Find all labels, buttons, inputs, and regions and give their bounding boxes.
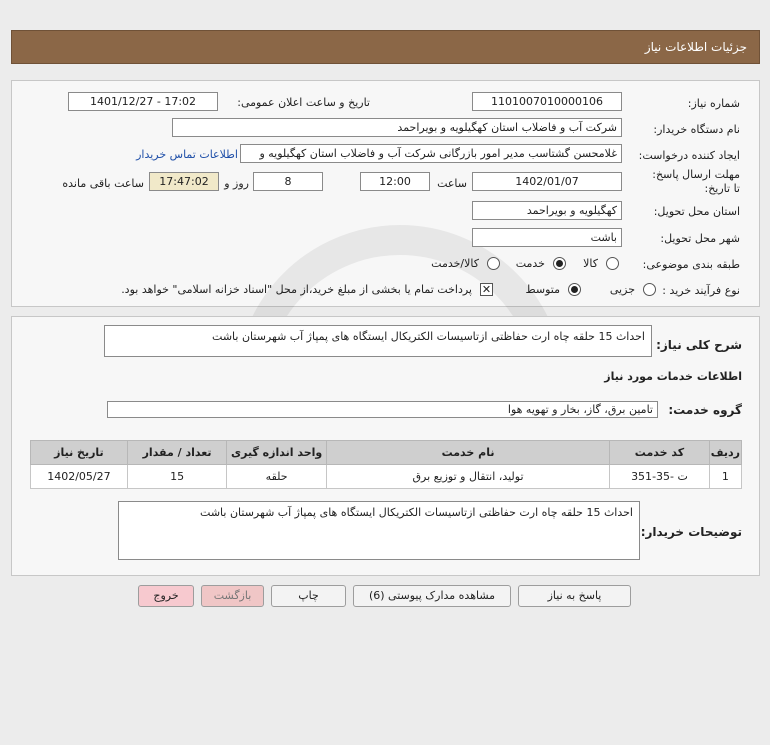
deadline-label: مهلت ارسال پاسخ: تا تاریخ:	[652, 168, 740, 195]
creator-label: ایجاد کننده درخواست:	[638, 149, 740, 162]
cell-quantity: 15	[127, 465, 227, 489]
purchase-option-medium: متوسط	[525, 283, 560, 296]
days-field: 8	[253, 172, 323, 191]
province-label: استان محل تحویل:	[653, 205, 740, 218]
purchase-option-minor: جزیی	[609, 283, 635, 296]
need-info-panel	[11, 80, 760, 307]
cell-unit: حلقه	[227, 465, 327, 489]
need-number-label: شماره نیاز:	[687, 97, 740, 110]
view-attachments-button[interactable]: مشاهده مدارک پیوستی (6)	[353, 585, 511, 607]
creator-field: غلامحسن گشتاسب مدیر امور بازرگانی شرکت آب و فاضلاب استان کهگیلویه و	[240, 144, 622, 163]
payment-note: پرداخت تمام یا بخشی از مبلغ خرید،از محل "اسناد خزانه اسلامی" خواهد بود.	[121, 283, 472, 296]
need-number-field: 1101007010000106	[472, 92, 622, 111]
summary-label: شرح کلی نیاز:	[656, 338, 742, 352]
city-field: باشت	[472, 228, 622, 247]
treasury-payment-checkbox[interactable]: ✕	[481, 283, 492, 296]
col-quantity: تعداد / مقدار	[127, 441, 227, 465]
purchase-type-label: نوع فرآیند خرید :	[662, 284, 740, 297]
col-service-name: نام خدمت	[326, 441, 609, 465]
page-title: جزئیات اطلاعات نیاز	[644, 40, 747, 54]
category-radio-goods[interactable]	[606, 257, 619, 270]
summary-textbox: احداث 15 حلقه چاه ارت حفاظتی ازتاسیسات الکتریکال ایستگاه های پمپاژ آب شهرستان باشت	[104, 325, 652, 357]
category-option-goods-service: کالا/خدمت	[431, 257, 479, 270]
city-label: شهر محل تحویل:	[660, 232, 740, 245]
services-table	[30, 440, 742, 489]
deadline-time-field: 12:00	[360, 172, 430, 191]
category-radio-goods-service[interactable]	[487, 257, 500, 270]
col-need-date: تاریخ نیاز	[31, 441, 128, 465]
remaining-label: ساعت باقی مانده	[62, 177, 144, 190]
services-section-title: اطلاعات خدمات مورد نیاز	[604, 370, 742, 383]
category-radio-service[interactable]	[553, 257, 566, 270]
buyer-org-label: نام دستگاه خریدار:	[653, 123, 740, 136]
col-row: ردیف	[709, 441, 741, 465]
province-field: کهگیلویه و بویراحمد	[472, 201, 622, 220]
cell-service-code: ت -35-351	[610, 465, 710, 489]
cell-row: 1	[709, 465, 741, 489]
page-header	[11, 30, 760, 64]
exit-button[interactable]: خروج	[138, 585, 194, 607]
category-option-goods: کالا	[583, 257, 598, 270]
category-option-service: خدمت	[515, 257, 545, 270]
deadline-date-field: 1402/01/07	[472, 172, 622, 191]
cell-service-name: تولید، انتقال و توزیع برق	[326, 465, 609, 489]
hour-label: ساعت	[437, 177, 467, 190]
purchase-radio-minor[interactable]	[643, 283, 656, 296]
col-unit: واحد اندازه گیری	[227, 441, 327, 465]
announce-label: تاریخ و ساعت اعلان عمومی:	[237, 96, 370, 109]
contact-info-link[interactable]: اطلاعات تماس خریدار	[136, 148, 238, 161]
category-label: طبقه بندی موضوعی:	[642, 258, 740, 271]
service-group-label: گروه خدمت:	[668, 403, 742, 417]
table-row	[31, 465, 742, 489]
remaining-time-field: 17:47:02	[149, 172, 219, 191]
col-service-code: کد خدمت	[610, 441, 710, 465]
back-button[interactable]: بازگشت	[201, 585, 264, 607]
buyer-notes-textbox: احداث 15 حلقه چاه ارت حفاظتی ازتاسیسات الکتریکال ایستگاه های پمپاژ آب شهرستان باشت	[118, 501, 640, 560]
days-label: روز و	[224, 177, 249, 190]
announce-datetime-field: 1401/12/27 - 17:02	[68, 92, 218, 111]
buyer-notes-label: توضیحات خریدار:	[640, 525, 742, 539]
purchase-radio-medium[interactable]	[568, 283, 581, 296]
cell-need-date: 1402/05/27	[31, 465, 128, 489]
buyer-org-field: شرکت آب و فاضلاب استان کهگیلویه و بویراحمد	[172, 118, 622, 137]
print-button[interactable]: چاپ	[271, 585, 346, 607]
reply-button[interactable]: پاسخ به نیاز	[518, 585, 631, 607]
service-group-field: تامین برق، گاز، بخار و تهویه هوا	[107, 401, 658, 418]
